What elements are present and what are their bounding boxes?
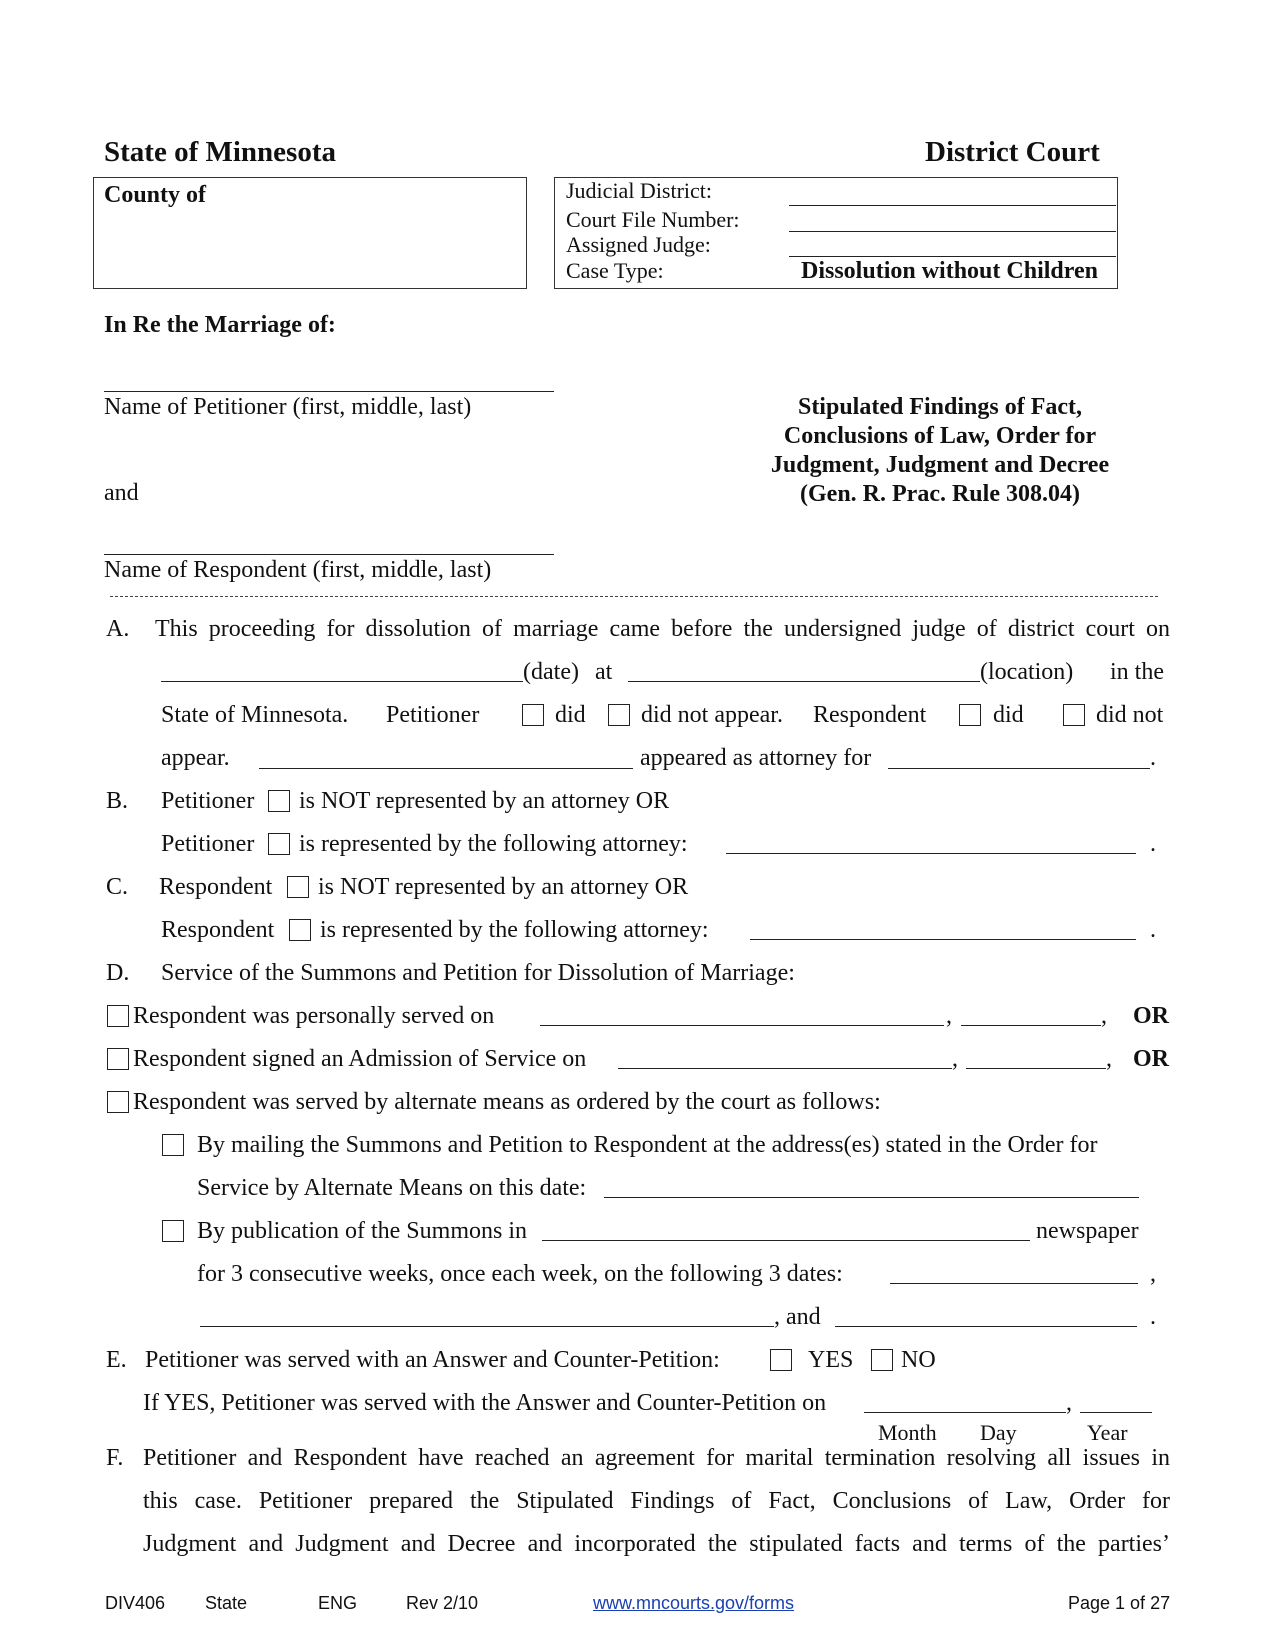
publication-line-2: for 3 consecutive weeks, once each week, on the following 3 dates: [197, 1261, 843, 1287]
section-c-period: . [1150, 917, 1156, 943]
publication-checkbox[interactable] [162, 1220, 184, 1242]
petitioner-represented-label: is represented by the following attorney: [299, 831, 688, 857]
alternate-means-checkbox[interactable] [107, 1091, 129, 1113]
document-title [740, 393, 1140, 509]
court-heading: District Court [925, 136, 1100, 168]
title-line-3: Judgment, Judgment and Decree [770, 452, 1110, 478]
footer-revision: Rev 2/10 [406, 1593, 479, 1613]
section-a-period: . [1150, 745, 1156, 771]
admission-of-service-date-field[interactable] [618, 1068, 952, 1069]
date-label: (date) [523, 659, 579, 685]
section-d-letter: D. [106, 960, 130, 986]
publication-date-2-field[interactable] [200, 1326, 774, 1327]
answer-yes-checkbox[interactable] [770, 1349, 792, 1371]
respondent-did-label: did [993, 702, 1024, 728]
respondent-appear-label: Respondent [813, 702, 927, 728]
day-caption: Day [980, 1420, 1017, 1445]
section-d-heading: Service of the Summons and Petition for Dissolution of Marriage: [161, 960, 795, 986]
section-f-line-2: this case. Petitioner prepared the Stipulated Findings of Fact, Conclusions of Law, Order for [143, 1488, 1170, 1514]
appear-text: appear. [161, 745, 230, 771]
month-caption: Month [878, 1420, 937, 1445]
newspaper-name-field[interactable] [542, 1240, 1030, 1241]
case-info-box [554, 177, 1118, 289]
appearing-attorney-field[interactable] [259, 768, 633, 769]
publication-line-1: By publication of the Summons in [197, 1218, 527, 1244]
section-a-letter: A. [106, 616, 130, 642]
state-of-minnesota-text: State of Minnesota. [161, 702, 349, 728]
answer-served-year-field[interactable] [1080, 1412, 1152, 1413]
petitioner-did-not-checkbox[interactable] [608, 704, 630, 726]
section-e-line-2: If YES, Petitioner was served with the Answer and Counter-Petition on [143, 1390, 827, 1416]
section-f-line-3: Judgment and Judgment and Decree and incorporated the stipulated facts and terms of the parties’ [143, 1531, 1170, 1557]
petitioner-attorney-field[interactable] [726, 853, 1136, 854]
footer-language: ENG [318, 1593, 358, 1613]
year-caption: Year [1087, 1420, 1128, 1445]
publication-and-label: , and [774, 1304, 821, 1330]
admission-or: OR [1133, 1046, 1169, 1072]
section-c-respondent-label-2: Respondent [161, 917, 275, 943]
judicial-district-label: Judicial District: [566, 178, 713, 203]
section-b-letter: B. [106, 788, 129, 814]
personally-served-comma: , [946, 1003, 952, 1029]
respondent-represented-label: is represented by the following attorney: [320, 917, 709, 943]
respondent-did-checkbox[interactable] [959, 704, 981, 726]
personally-served-or: OR [1133, 1003, 1169, 1029]
footer-forms-link[interactable]: www.mncourts.gov/forms [593, 1593, 795, 1613]
petitioner-did-not-appear-label: did not appear. [641, 702, 783, 728]
footer-form-id: DIV406 [105, 1593, 166, 1613]
admission-comma: , [952, 1046, 958, 1072]
petitioner-name-field[interactable] [104, 391, 554, 392]
petitioner-name-label: Name of Petitioner (first, middle, last) [104, 394, 472, 420]
respondent-did-not-label: did not [1096, 702, 1164, 728]
personally-served-year-field[interactable] [961, 1025, 1101, 1026]
section-a-line-1: This proceeding for dissolution of marriage came before the undersigned judge of district court on [155, 616, 1170, 642]
footer-state: State [205, 1593, 248, 1613]
title-line-2: Conclusions of Law, Order for [783, 423, 1097, 449]
section-d-period: . [1150, 1304, 1156, 1330]
personally-served-checkbox[interactable] [107, 1005, 129, 1027]
hearing-location-field[interactable] [628, 681, 980, 682]
admission-of-service-year-field[interactable] [966, 1068, 1106, 1069]
section-f-line-1: Petitioner and Respondent have reached an agreement for marital termination resolving all issues in [143, 1445, 1170, 1471]
personally-served-label: Respondent was personally served on [133, 1003, 495, 1029]
mailing-date-field[interactable] [604, 1197, 1139, 1198]
court-file-number-field[interactable] [789, 231, 1116, 232]
mailing-line-1: By mailing the Summons and Petition to Respondent at the address(es) stated in the Order for [197, 1132, 1098, 1158]
admission-of-service-checkbox[interactable] [107, 1048, 129, 1070]
petitioner-did-checkbox[interactable] [522, 704, 544, 726]
county-box [93, 177, 527, 289]
mailing-checkbox[interactable] [162, 1134, 184, 1156]
publication-date-3-field[interactable] [835, 1326, 1137, 1327]
answer-yes-label: YES [808, 1347, 854, 1373]
answer-no-checkbox[interactable] [871, 1349, 893, 1371]
and-label: and [104, 480, 139, 506]
section-divider [110, 596, 1158, 597]
footer-page-number: Page 1 of 27 [1068, 1593, 1171, 1613]
court-file-number-label: Court File Number: [566, 207, 740, 232]
section-b-petitioner-label-2: Petitioner [161, 831, 255, 857]
answer-served-date-field[interactable] [864, 1412, 1066, 1413]
answer-served-comma: , [1066, 1390, 1072, 1416]
section-f-letter: F. [106, 1445, 124, 1471]
respondent-name-field[interactable] [104, 554, 554, 555]
respondent-did-not-checkbox[interactable] [1063, 704, 1085, 726]
answer-no-label: NO [901, 1347, 936, 1373]
assigned-judge-field[interactable] [789, 256, 1116, 257]
judicial-district-field[interactable] [789, 205, 1116, 206]
title-line-1: Stipulated Findings of Fact, [797, 394, 1083, 420]
respondent-represented-checkbox[interactable] [289, 919, 311, 941]
in-re-heading: In Re the Marriage of: [104, 312, 336, 338]
newspaper-label: newspaper [1036, 1218, 1139, 1244]
admission-comma-2: , [1106, 1046, 1112, 1072]
section-b-period: . [1150, 831, 1156, 857]
case-type-label: Case Type: [566, 258, 664, 283]
assigned-judge-label: Assigned Judge: [566, 232, 711, 257]
at-label: at [595, 659, 613, 685]
section-e-letter: E. [106, 1347, 127, 1373]
petitioner-not-represented-checkbox[interactable] [268, 790, 290, 812]
personally-served-comma-2: , [1101, 1003, 1107, 1029]
section-c-respondent-label: Respondent [159, 874, 273, 900]
section-b-petitioner-label: Petitioner [161, 788, 255, 814]
in-the-label: in the [1110, 659, 1164, 685]
section-e-line-1: Petitioner was served with an Answer and Counter-Petition: [145, 1347, 720, 1373]
title-line-4: (Gen. R. Prac. Rule 308.04) [800, 481, 1080, 507]
respondent-not-represented-label: is NOT represented by an attorney OR [318, 874, 689, 900]
publication-date-1-field[interactable] [890, 1283, 1138, 1284]
petitioner-represented-checkbox[interactable] [268, 833, 290, 855]
attorney-for-field[interactable] [888, 768, 1150, 769]
petitioner-not-represented-label: is NOT represented by an attorney OR [299, 788, 670, 814]
publication-comma: , [1150, 1261, 1156, 1287]
state-heading: State of Minnesota [104, 136, 336, 168]
respondent-not-represented-checkbox[interactable] [287, 876, 309, 898]
personally-served-date-field[interactable] [540, 1025, 944, 1026]
county-label: County of [104, 182, 207, 208]
petitioner-did-label: did [555, 702, 586, 728]
alternate-means-label: Respondent was served by alternate means as ordered by the court as follows: [133, 1089, 881, 1115]
appeared-as-attorney-label: appeared as attorney for [640, 745, 872, 771]
case-type-value: Dissolution without Children [801, 258, 1098, 284]
mailing-line-2: Service by Alternate Means on this date: [197, 1175, 587, 1201]
respondent-attorney-field[interactable] [750, 939, 1136, 940]
section-c-letter: C. [106, 874, 129, 900]
hearing-date-field[interactable] [161, 681, 523, 682]
admission-of-service-label: Respondent signed an Admission of Service on [133, 1046, 587, 1072]
petitioner-appear-label: Petitioner [386, 702, 480, 728]
location-label: (location) [980, 659, 1074, 685]
respondent-name-label: Name of Respondent (first, middle, last) [104, 557, 492, 583]
